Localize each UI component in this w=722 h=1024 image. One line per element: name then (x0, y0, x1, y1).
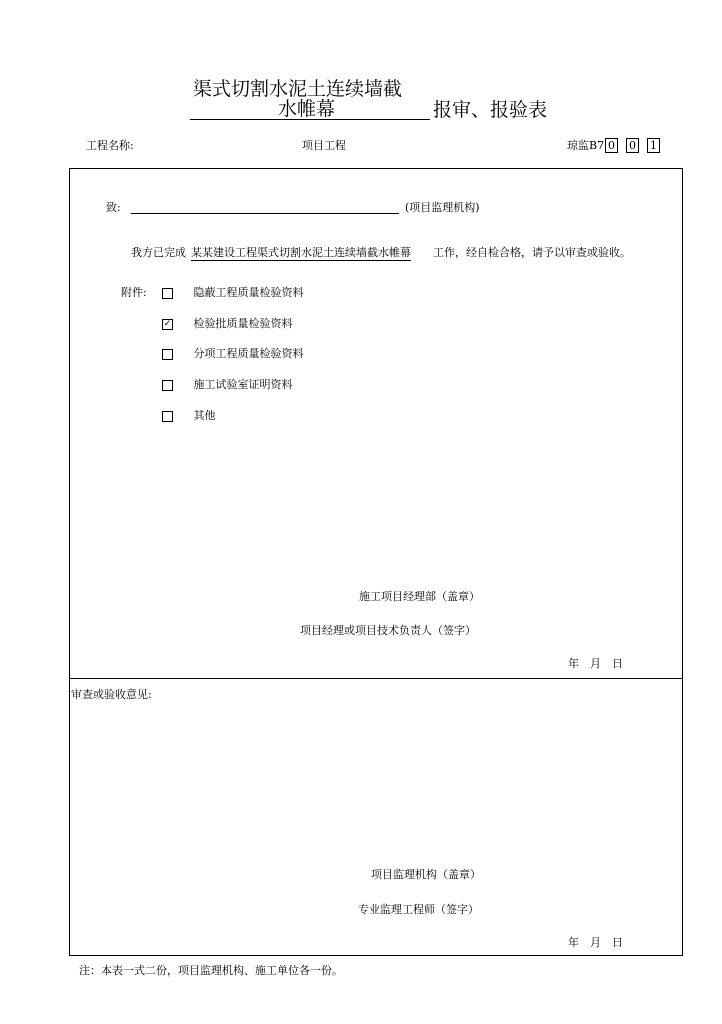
project-label: 工程名称: (86, 139, 134, 152)
code-digit-3: 1 (647, 138, 660, 153)
dept-seal: 施工项目经理部（盖章） (359, 590, 480, 603)
org-seal: 项目监理机构（盖章） (371, 868, 481, 881)
code-digit-2: 0 (626, 138, 639, 153)
manager-sign: 项目经理或项目技术负责人（签字） (300, 624, 476, 637)
attachment-label: 隐蔽工程质量检验资料 (193, 286, 304, 299)
checkbox[interactable] (162, 288, 173, 299)
attachment-label: 其他 (193, 409, 216, 422)
attachment-item[interactable] (162, 286, 304, 300)
statement-work: 某某建设工程渠式切割水泥土连续墙截水帷幕 (191, 246, 411, 259)
attachment-item[interactable] (162, 317, 293, 331)
attachment-label: 分项工程质量检验资料 (193, 347, 304, 360)
attachment-label: 检验批质量检验资料 (193, 317, 293, 330)
statement-prefix: 我方已完成 (131, 246, 186, 259)
checkbox[interactable] (162, 349, 173, 360)
title-line1: 渠式切割水泥土连续墙截 (193, 78, 403, 100)
checkbox[interactable] (162, 380, 173, 391)
attachment-label: 施工试验室证明资料 (193, 378, 293, 391)
checkbox-checked[interactable]: ✓ (163, 318, 172, 329)
footer-note: 注：本表一式二份，项目监理机构、施工单位各一份。 (79, 964, 343, 977)
attachments-label: 附件: (121, 286, 147, 299)
top-date: 年 月 日 (568, 657, 623, 670)
title-suffix: 报审、报验表 (433, 99, 548, 121)
code-digit-1: 0 (605, 138, 618, 153)
to-label: 致: (106, 201, 121, 214)
attachment-item[interactable] (162, 409, 216, 423)
checkbox[interactable] (162, 411, 173, 422)
project-value: 项目工程 (302, 139, 346, 152)
opinion-label: 审查或验收意见: (71, 688, 152, 701)
to-org-blank (131, 213, 399, 214)
attachment-item[interactable] (162, 378, 293, 392)
engineer-sign: 专业监理工程师（签字） (358, 903, 479, 916)
code-prefix: 琼监B7 (567, 139, 605, 152)
attachment-item[interactable] (162, 347, 304, 361)
statement-suffix: 工作，经自检合格，请予以审查或验收。 (433, 246, 631, 259)
bottom-date: 年 月 日 (568, 936, 623, 949)
title-underlined-text: 水帷幕 (278, 98, 336, 120)
to-org-hint: (项目监理机构) (405, 201, 480, 214)
